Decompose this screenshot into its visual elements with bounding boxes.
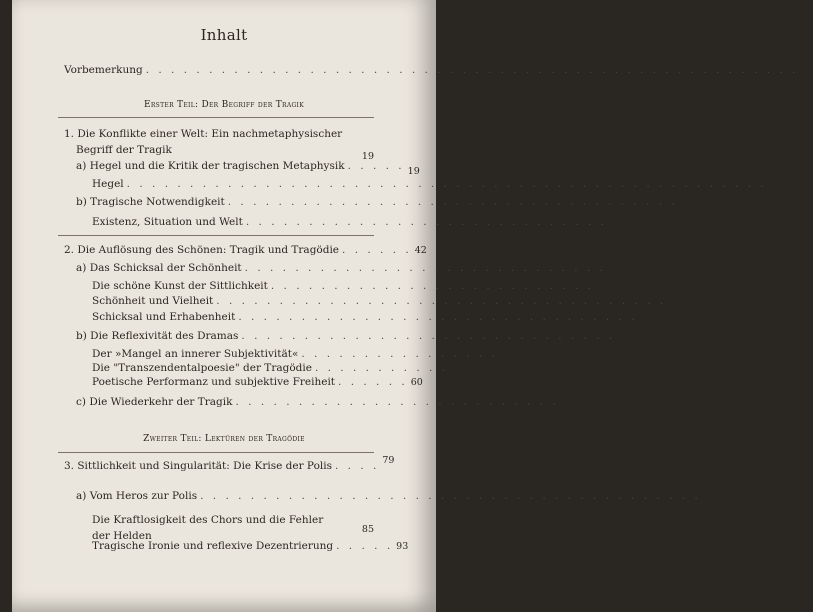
toc-entry-vielheit: [92, 293, 682, 309]
toc-entry-page: 56: [451, 363, 464, 374]
toc-entry-label: Existenz, Situation und Welt: [92, 216, 243, 228]
dot-leader: . . . . . . . . . . . . . . . . . . . . . . . . . . . . . . . . . . . .: [227, 196, 678, 208]
toc-entry-label: 3. Sittlichkeit und Singularität: Die Krise der Polis: [64, 460, 332, 472]
dot-leader: . . . . . . . . . . . . . . . . . . . . . . . . . . . . .: [245, 216, 608, 228]
dot-leader: . . . . .: [347, 160, 405, 172]
part-heading-1: Erster Teil: Der Begriff der Tragik: [144, 100, 304, 110]
chapter-1-title-line2: Begriff der Tragik: [76, 144, 172, 156]
toc-entry-1b: [76, 194, 693, 213]
toc-entry-page: 50: [640, 312, 653, 323]
toc-entry-hegel: [92, 176, 782, 195]
dot-leader: . . . . . . . . . . . . . . . . . . . . . . . . . . . . . . . . . . . . . . . . . . . . . . . . . . .: [126, 178, 767, 190]
toc-entry-label: b) Die Reflexivität des Dramas: [76, 330, 239, 342]
toc-entry-page: 23: [769, 184, 782, 195]
divider: [58, 235, 374, 236]
dot-leader: . . . . . . . . . . . . . . . . . . . . . . . . . . . . .: [244, 262, 606, 274]
toc-entry-label: Die "Transzendentalpoesie" der Tragödie: [92, 362, 312, 374]
dot-leader: . . . . .: [336, 540, 394, 552]
dot-leader: . . . . . .: [342, 244, 412, 256]
toc-entry-3a: [76, 481, 716, 504]
dot-leader: . . . . . . . . . . . . . . . .: [301, 348, 498, 360]
toc-entry-page: 36: [610, 221, 623, 232]
toc-entry-page: 45: [597, 283, 610, 294]
toc-entry-label: a) Hegel und die Kritik der tragischen Metaphysik: [76, 160, 345, 172]
toc-entry-erhabenheit: [92, 309, 653, 325]
toc-entry-page: 44: [608, 265, 621, 276]
page-title: Inhalt: [200, 26, 248, 44]
dot-leader: . . . . . . . . . . . . . . . . . . . . . . . . . . . . . . . .: [238, 311, 638, 323]
toc-entry-ironie: [92, 538, 409, 554]
toc-entry-kraftlosigkeit-line1: Die Kraftlosigkeit des Chors und die Fehler: [92, 514, 324, 526]
toc-entry-page: 93: [396, 541, 409, 552]
toc-entry-label: a) Vom Heros zur Polis: [76, 490, 198, 502]
toc-entry-page: 19: [407, 166, 420, 177]
toc-entry-vorbemerkung: [64, 62, 813, 84]
toc-entry-label: b) Tragische Notwendigkeit: [76, 196, 225, 208]
chapter-1-title-line1: 1. Die Konflikte einer Welt: Ein nachmetaphysischer: [64, 128, 343, 140]
divider: [58, 117, 374, 118]
dot-leader: . . . . . . . . . . . . . . . . . . . . . . . . . . . . . . . . . . . . . . . . . . . . . . . . . . . .: [145, 64, 799, 76]
dot-leader: . . . . . . . . . . . . . . . . . . . . . . . . . . . . . .: [241, 330, 616, 342]
book-page: [12, 0, 813, 612]
toc-entry-label: Schönheit und Vielheit: [92, 295, 214, 307]
toc-entry-label: Schicksal und Erhabenheit: [92, 311, 236, 323]
toc-entry-label: Hegel: [92, 178, 124, 190]
toc-entry-page: 48: [669, 294, 682, 305]
toc-entry-label: der Helden: [92, 530, 152, 542]
dot-leader: . . . . . . . . . . . . . . . . . . . . . . . . . .: [270, 280, 595, 292]
toc-entry-page: 60: [410, 377, 423, 388]
toc-entry-2a: [76, 260, 621, 276]
toc-entry-page: 79: [382, 455, 395, 466]
dot-leader: . . . . . . . . . . . . . . . . . . . . . . . . . . . . . . . . . . . .: [216, 295, 667, 307]
toc-entry-page: 19: [361, 151, 374, 162]
toc-entry-page: 54: [500, 349, 513, 360]
part-heading-2: Zweiter Teil: Lektüren der Tragödie: [143, 434, 305, 444]
dot-leader: . . . . . . . . . . . . . . . . . . . . . . . . . . . . . . . . . . . . . . . .: [200, 490, 701, 502]
toc-entry-page: 53: [618, 331, 631, 342]
dot-leader: . . . . . .: [338, 376, 408, 388]
toc-entry-label: Vorbemerkung: [64, 64, 143, 76]
toc-entry-2c: [76, 393, 574, 410]
dot-leader: . . . .: [335, 460, 380, 472]
toc-entry-chapter-1: [76, 142, 374, 162]
toc-entry-page: 9: [807, 73, 813, 84]
toc-entry-page: 42: [414, 245, 427, 256]
toc-entry-chapter-2: [64, 242, 427, 258]
dot-leader: . . . . . . . . . . .: [314, 362, 449, 374]
toc-entry-page: 83: [703, 481, 716, 492]
toc-entry-label: Poetische Performanz und subjektive Freiheit: [92, 376, 336, 388]
toc-entry-page: 69: [561, 393, 574, 404]
toc-entry-label: c) Die Wiederkehr der Tragik: [76, 396, 233, 408]
toc-entry-label: Der »Mangel an innerer Subjektivität«: [92, 348, 299, 360]
toc-entry-kunst: [92, 278, 610, 294]
toc-entry-1a: [76, 158, 420, 177]
toc-entry-2b: [76, 328, 631, 344]
toc-entry-label: Die schöne Kunst der Sittlichkeit: [92, 280, 268, 292]
dot-leader: . . . . . . . . . . . . . . . . . . . . . . . . . .: [235, 396, 559, 408]
toc-entry-chapter-3: [64, 452, 395, 472]
toc-entry-existenz: [92, 214, 623, 232]
toc-entry-page: 85: [361, 524, 374, 535]
toc-entry-label: 2. Die Auflösung des Schönen: Tragik und Tragödie: [64, 244, 340, 256]
toc-entry-page: 25: [680, 202, 693, 213]
toc-entry-label: a) Das Schicksal der Schönheit: [76, 262, 242, 274]
toc-entry-poetische: [92, 374, 423, 390]
toc-entry-label: Tragische Ironie und reflexive Dezentrierung: [92, 540, 334, 552]
